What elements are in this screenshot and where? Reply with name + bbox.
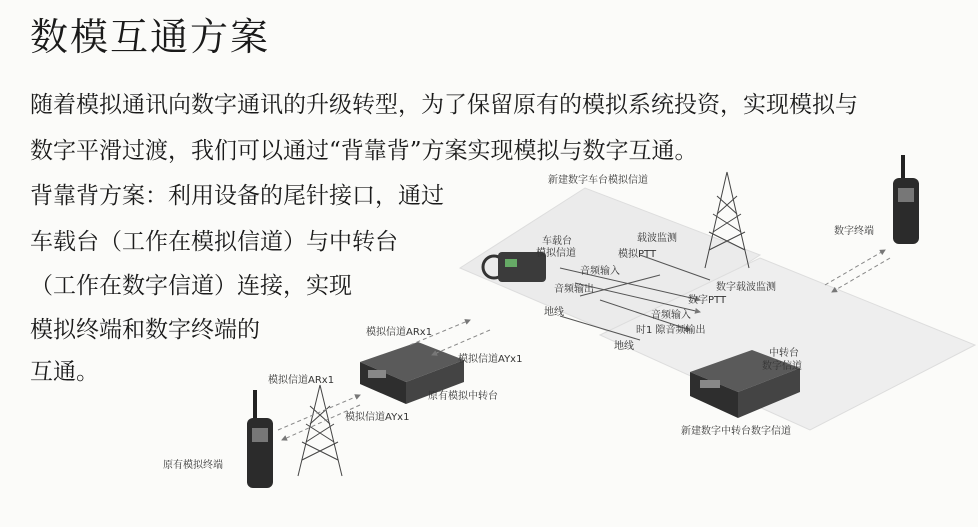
page-title: 数模互通方案 [30, 15, 271, 59]
label-digital-terminal: 数字终端 [834, 226, 874, 237]
label-car-radio: 车载台 [542, 236, 572, 247]
label-digital-channel: 数字信道 [762, 361, 802, 372]
label-analog-channel-ayx1-top: 模拟信道AYx1 [458, 354, 523, 365]
tower-icon [298, 385, 342, 476]
label-t1-audio: 时1 隙音频输出 [636, 325, 706, 336]
label-audio-in: 音频输入 [580, 266, 620, 277]
label-existing-analog-terminal: 原有模拟终端 [163, 460, 223, 471]
scheme-line-4: 模拟终端和数字终端的 [30, 317, 260, 343]
scheme-line-2: 车载台（工作在模拟信道）与中转台 [30, 229, 398, 255]
digital-link-down [832, 258, 890, 292]
scheme-line-3: （工作在数字信道）连接，实现 [30, 273, 352, 299]
label-ground-2: 地线 [614, 341, 634, 352]
label-digital-carrier-monitor: 数字载波监测 [716, 282, 776, 293]
label-analog-ptt: 模拟PTT [618, 249, 657, 260]
analog-terminal-icon [247, 390, 273, 488]
label-carrier-monitor: 载波监测 [637, 233, 677, 244]
intro-line-2: 数字平滑过渡，我们可以通过“背靠背”方案实现模拟与数字互通。 [30, 138, 698, 164]
label-analog-channel-ayx1: 模拟信道AYx1 [345, 412, 410, 423]
digital-link-up [825, 250, 885, 285]
scheme-line-5: 互通。 [30, 359, 99, 385]
label-ground: 地线 [544, 307, 564, 318]
label-analog-channel-arx1-top: 模拟信道ARx1 [366, 327, 433, 338]
digital-terminal-icon [893, 155, 919, 244]
label-audio-in-2: 音频输入 [651, 310, 691, 321]
intro-line-1: 随着模拟通讯向数字通讯的升级转型，为了保留原有的模拟系统投资，实现模拟与 [30, 92, 858, 118]
label-analog-channel: 模拟信道 [536, 248, 576, 259]
label-repeater: 中转台 [769, 348, 799, 359]
label-new-car-radio-channel: 新建数字车台模拟信道 [548, 175, 648, 186]
scheme-line-1: 背靠背方案：利用设备的尾针接口，通过 [30, 183, 444, 209]
label-audio-out: 音频输出 [554, 284, 594, 295]
label-digital-ptt: 数字PTT [688, 295, 727, 306]
label-new-digital-repeater-channel: 新建数字中转台数字信道 [681, 426, 791, 437]
label-analog-channel-arx1: 模拟信道ARx1 [268, 375, 335, 386]
label-existing-analog-repeater: 原有模拟中转台 [428, 391, 498, 402]
